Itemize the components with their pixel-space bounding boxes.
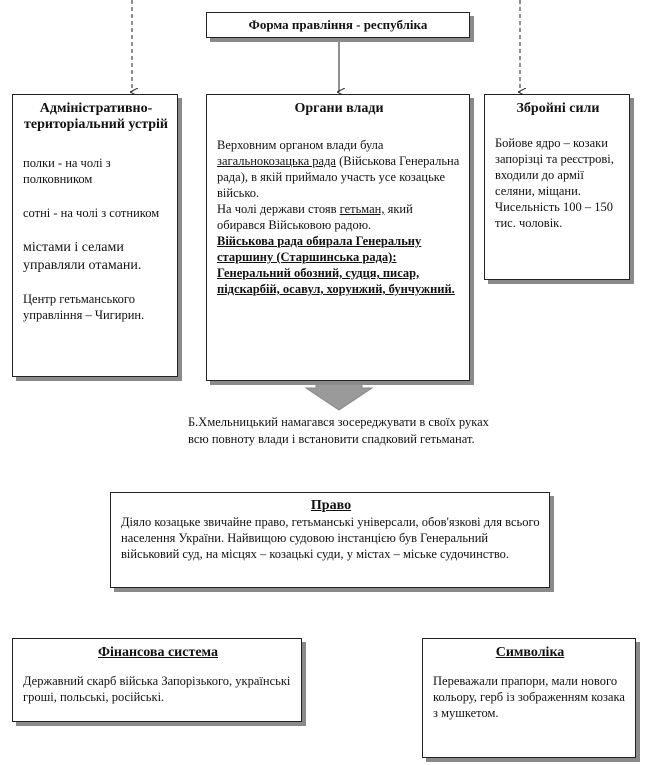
finance-box <box>12 638 302 722</box>
khmelnytsky-text: Б.Хмельницький намагався зосереджувати в своїх руках всю повноту влади і встановити спадковий гетьманат. <box>188 415 489 446</box>
organs-hetman-text <box>217 201 461 233</box>
organs-l1a: Верховним органом влади була <box>217 138 384 152</box>
admin-center: Центр гетьманського управління – Чигирин. <box>23 292 145 322</box>
admin-title: Адміністративно-територіальний устрій <box>24 101 168 132</box>
organs-l2c: який обирався Військовою радою. <box>217 202 413 232</box>
organs-l2a: На чолі держави стояв <box>217 202 337 216</box>
finance-text: Державний скарб війська Запорізького, українські гроші, польські, російські. <box>23 674 291 704</box>
organs-hetman: гетьман, <box>339 202 385 216</box>
admin-regiments: полки - на чолі з полковником <box>23 156 111 186</box>
top-title: Форма правління - республіка <box>248 17 428 32</box>
organs-title: Органи влади <box>294 101 384 116</box>
organs-rada-text <box>217 137 461 201</box>
admin-towns: містами і селами управляли отамани. <box>23 240 142 273</box>
organs-officers: Генеральний обозний, судця, писар, підскарбій, осавул, хорунжий, бунчужний. <box>217 266 455 296</box>
law-title: Право <box>310 498 352 513</box>
admin-box <box>12 94 178 377</box>
top-box <box>206 12 470 38</box>
organs-council: Військова рада обирала Генеральну старшину (Старшинська рада): <box>217 234 422 264</box>
army-box <box>484 94 630 280</box>
army-size: Чисельність 100 – 150 тис. чоловік. <box>495 200 613 230</box>
admin-hundreds: сотні - на чолі з сотником <box>23 206 160 220</box>
law-text: Діяло козацьке звичайне право, гетьманські універсали, обов'язкові для всього населення України. Найвищою судовою інстанцією був Генеральний військовий суд, на місцях – козацькі суди, у містах – міське судочинство. <box>121 515 540 561</box>
organs-l1c: (Військова Генеральна рада), в якій приймало участь усе козацьке військо. <box>217 154 460 200</box>
finance-title: Фінансова система <box>98 645 218 660</box>
organs-general-rada: загальнокозацька рада <box>217 154 336 168</box>
symbol-text: Переважали прапори, мали нового кольору, герб із зображенням козака з мушкетом. <box>433 674 625 720</box>
army-title: Збройні сили <box>516 101 600 116</box>
organs-box <box>206 94 470 381</box>
army-core: Бойове ядро – козаки запорізці та реєстрові, входили до армії селяни, міщани. <box>495 136 614 198</box>
down-arrow <box>306 382 372 410</box>
law-box <box>110 492 550 588</box>
symbol-title: Символіка <box>495 645 565 660</box>
symbol-box <box>422 638 636 758</box>
